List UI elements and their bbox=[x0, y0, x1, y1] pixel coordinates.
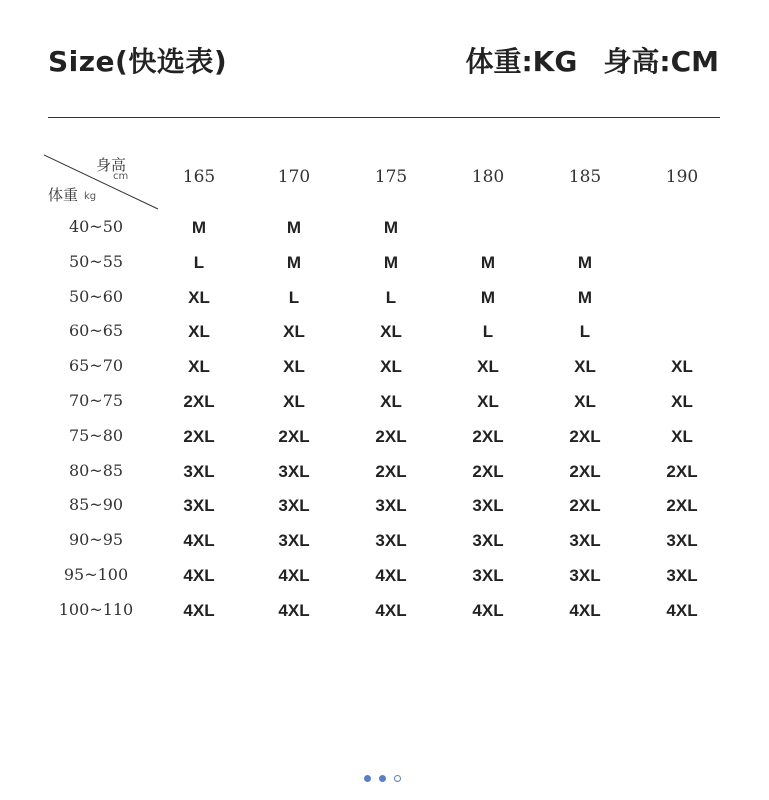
size-cell: M bbox=[577, 288, 593, 307]
size-cell: 3XL bbox=[569, 566, 601, 585]
size-cell: 3XL bbox=[278, 496, 310, 515]
size-cell: 3XL bbox=[569, 531, 601, 550]
size-cell: XL bbox=[283, 357, 305, 376]
pagination-dot[interactable] bbox=[394, 775, 401, 782]
size-cell: 3XL bbox=[375, 531, 407, 550]
size-cell: 3XL bbox=[278, 462, 310, 481]
corner-height-label: 身高 bbox=[96, 156, 127, 174]
height-column-header: 185 bbox=[568, 167, 602, 187]
size-cell: XL bbox=[380, 357, 402, 376]
size-cell: XL bbox=[477, 357, 499, 376]
weight-row-label: 40~50 bbox=[68, 217, 124, 236]
size-cell: M bbox=[383, 218, 399, 237]
size-cell: 3XL bbox=[183, 496, 215, 515]
size-cell: XL bbox=[574, 392, 596, 411]
size-cell: 3XL bbox=[472, 531, 504, 550]
size-cell: 4XL bbox=[569, 601, 601, 620]
corner-weight-label: 体重 bbox=[48, 186, 79, 204]
pagination-dot[interactable] bbox=[379, 775, 386, 782]
size-cell: 2XL bbox=[569, 427, 601, 446]
weight-row-label: 50~60 bbox=[68, 287, 124, 306]
size-cell: L bbox=[288, 288, 300, 307]
size-cell: 2XL bbox=[375, 427, 407, 446]
size-cell: 2XL bbox=[472, 427, 504, 446]
size-cell: 4XL bbox=[278, 566, 310, 585]
table-corner-header bbox=[44, 154, 159, 210]
height-column-header: 165 bbox=[182, 167, 216, 187]
size-cell: XL bbox=[283, 392, 305, 411]
size-cell: M bbox=[480, 288, 496, 307]
height-unit-label: 身高:CM bbox=[603, 45, 719, 78]
size-cell: 4XL bbox=[666, 601, 698, 620]
weight-row-label: 60~65 bbox=[68, 321, 124, 340]
size-cell: 2XL bbox=[278, 427, 310, 446]
weight-row-label: 80~85 bbox=[68, 461, 124, 480]
weight-row-label: 65~70 bbox=[68, 356, 124, 375]
size-cell: L bbox=[385, 288, 397, 307]
size-cell: XL bbox=[188, 357, 210, 376]
size-cell: XL bbox=[671, 392, 693, 411]
size-cell: L bbox=[579, 322, 591, 341]
size-cell: M bbox=[191, 218, 207, 237]
header-divider bbox=[48, 117, 720, 118]
size-cell: 3XL bbox=[472, 566, 504, 585]
size-cell: L bbox=[193, 253, 205, 272]
size-cell: M bbox=[577, 253, 593, 272]
height-column-header: 190 bbox=[665, 167, 699, 187]
size-cell: 4XL bbox=[375, 601, 407, 620]
size-cell: XL bbox=[574, 357, 596, 376]
size-cell: XL bbox=[188, 288, 210, 307]
size-cell: XL bbox=[380, 392, 402, 411]
size-cell: 4XL bbox=[183, 531, 215, 550]
weight-row-label: 100~110 bbox=[58, 600, 134, 619]
size-cell: 2XL bbox=[375, 462, 407, 481]
size-cell: 4XL bbox=[183, 601, 215, 620]
weight-unit-label: 体重:KG bbox=[465, 45, 578, 78]
units-legend bbox=[465, 40, 719, 80]
pagination-dot[interactable] bbox=[364, 775, 371, 782]
size-cell: 3XL bbox=[666, 531, 698, 550]
size-cell: 3XL bbox=[278, 531, 310, 550]
size-cell: 3XL bbox=[375, 496, 407, 515]
corner-height-unit: cm bbox=[113, 171, 129, 182]
size-cell: 3XL bbox=[183, 462, 215, 481]
size-cell: XL bbox=[671, 357, 693, 376]
weight-row-label: 75~80 bbox=[68, 426, 124, 445]
size-cell: M bbox=[286, 218, 302, 237]
weight-row-label: 85~90 bbox=[68, 495, 124, 514]
size-cell: XL bbox=[477, 392, 499, 411]
size-chart-title: Size(快选表) bbox=[48, 45, 228, 78]
size-cell: M bbox=[383, 253, 399, 272]
size-cell: 2XL bbox=[569, 496, 601, 515]
size-cell: XL bbox=[671, 427, 693, 446]
size-cell: 2XL bbox=[666, 496, 698, 515]
size-cell: 3XL bbox=[472, 496, 504, 515]
size-cell: 2XL bbox=[666, 462, 698, 481]
size-cell: 4XL bbox=[183, 566, 215, 585]
height-column-header: 170 bbox=[277, 167, 311, 187]
size-cell: 4XL bbox=[278, 601, 310, 620]
size-cell: 4XL bbox=[375, 566, 407, 585]
size-cell: 4XL bbox=[472, 601, 504, 620]
size-cell: 2XL bbox=[569, 462, 601, 481]
size-cell: L bbox=[482, 322, 494, 341]
height-column-header: 180 bbox=[471, 167, 505, 187]
weight-row-label: 70~75 bbox=[68, 391, 124, 410]
size-cell: 2XL bbox=[183, 392, 215, 411]
size-cell: M bbox=[286, 253, 302, 272]
size-cell: XL bbox=[380, 322, 402, 341]
height-column-header: 175 bbox=[374, 167, 408, 187]
size-cell: M bbox=[480, 253, 496, 272]
size-cell: 2XL bbox=[183, 427, 215, 446]
size-cell: 2XL bbox=[472, 462, 504, 481]
weight-row-label: 95~100 bbox=[63, 565, 129, 584]
size-cell: XL bbox=[188, 322, 210, 341]
weight-row-label: 90~95 bbox=[68, 530, 124, 549]
corner-weight-unit: kg bbox=[84, 191, 97, 202]
size-cell: 3XL bbox=[666, 566, 698, 585]
size-cell: XL bbox=[283, 322, 305, 341]
weight-row-label: 50~55 bbox=[68, 252, 124, 271]
